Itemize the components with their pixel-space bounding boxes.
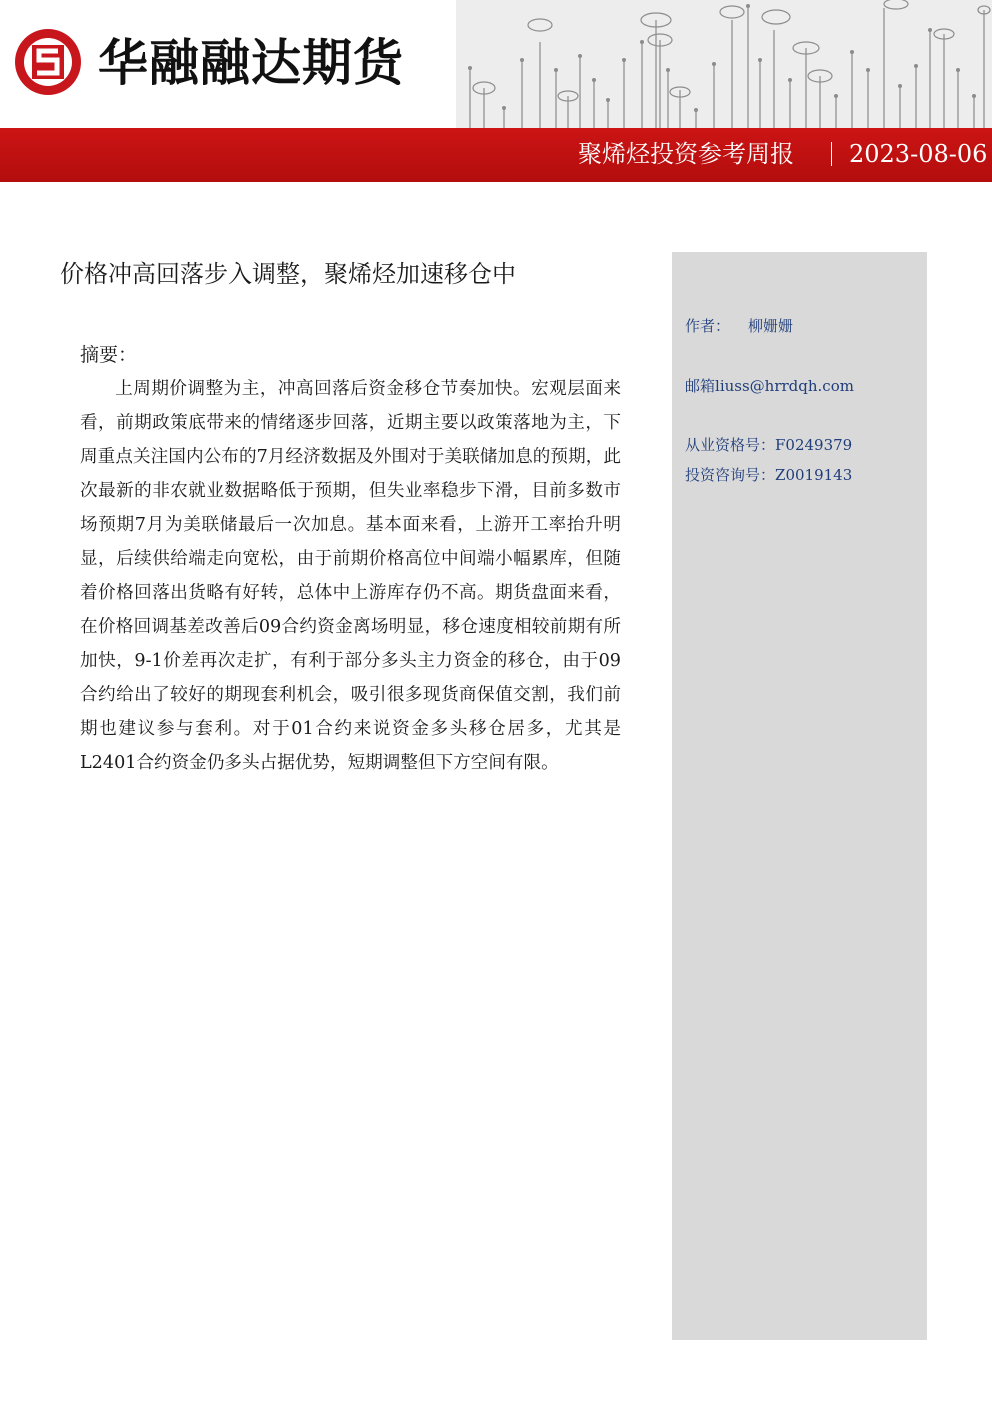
author-label: 作者：: [685, 317, 731, 335]
advisory-line: [685, 465, 852, 485]
huarong-logo-icon: [12, 26, 84, 98]
license-number: F0249379: [775, 436, 853, 454]
company-name: 华融融达期货: [98, 34, 404, 92]
report-name: 聚烯烃投资参考周报: [578, 140, 794, 168]
report-date: 2023-08-06: [849, 140, 988, 168]
email-label: 邮箱: [685, 377, 716, 395]
email-address[interactable]: liuss@hrrdqh.com: [715, 377, 854, 395]
title-divider: [831, 142, 832, 166]
advisory-number: Z0019143: [775, 466, 853, 484]
email-line: [685, 376, 854, 396]
summary-heading: 摘要：: [80, 344, 138, 366]
license-label: 从业资格号：: [685, 436, 776, 454]
report-title-band: [0, 128, 992, 182]
header-decoration: [456, 0, 992, 130]
summary-paragraph: 上周期价调整为主，冲高回落后资金移仓节奏加快。宏观层面来看，前期政策底带来的情绪逐步回落，近期主要以政策落地为主，下周重点关注国内公布的7月经济数据及外围对于美联储加息的预期，此次最新的非农就业数据略低于预期，但失业率稳步下滑，目前多数市场预期7月为美联储最后一次加息。基本面来看，上游开工率抬升明显，后续供给端走向宽松，由于前期价格高位中间端小幅累库，但随着价格回落出货略有好转，总体中上游库存仍不高。期货盘面来看，在价格回调基差改善后09合约资金离场明显，移仓速度相较前期有所加快，9-1价差再次走扩，有利于部分多头主力资金的移仓，由于09合约给出了较好的期现套利机会，吸引很多现货商保值交割，我们前期也建议参与套利。对于01合约来说资金多头移仓居多，尤其是L2401合约资金仍多头占据优势，短期调整但下方空间有限。: [80, 379, 621, 773]
author-sidebar: [672, 252, 927, 1340]
advisory-label: 投资咨询号：: [685, 466, 776, 484]
license-line: [685, 435, 852, 455]
author-name: 柳姗姗: [748, 317, 794, 335]
author-line: [685, 316, 793, 336]
article-headline: 价格冲高回落步入调整，聚烯烃加速移仓中: [60, 260, 516, 288]
